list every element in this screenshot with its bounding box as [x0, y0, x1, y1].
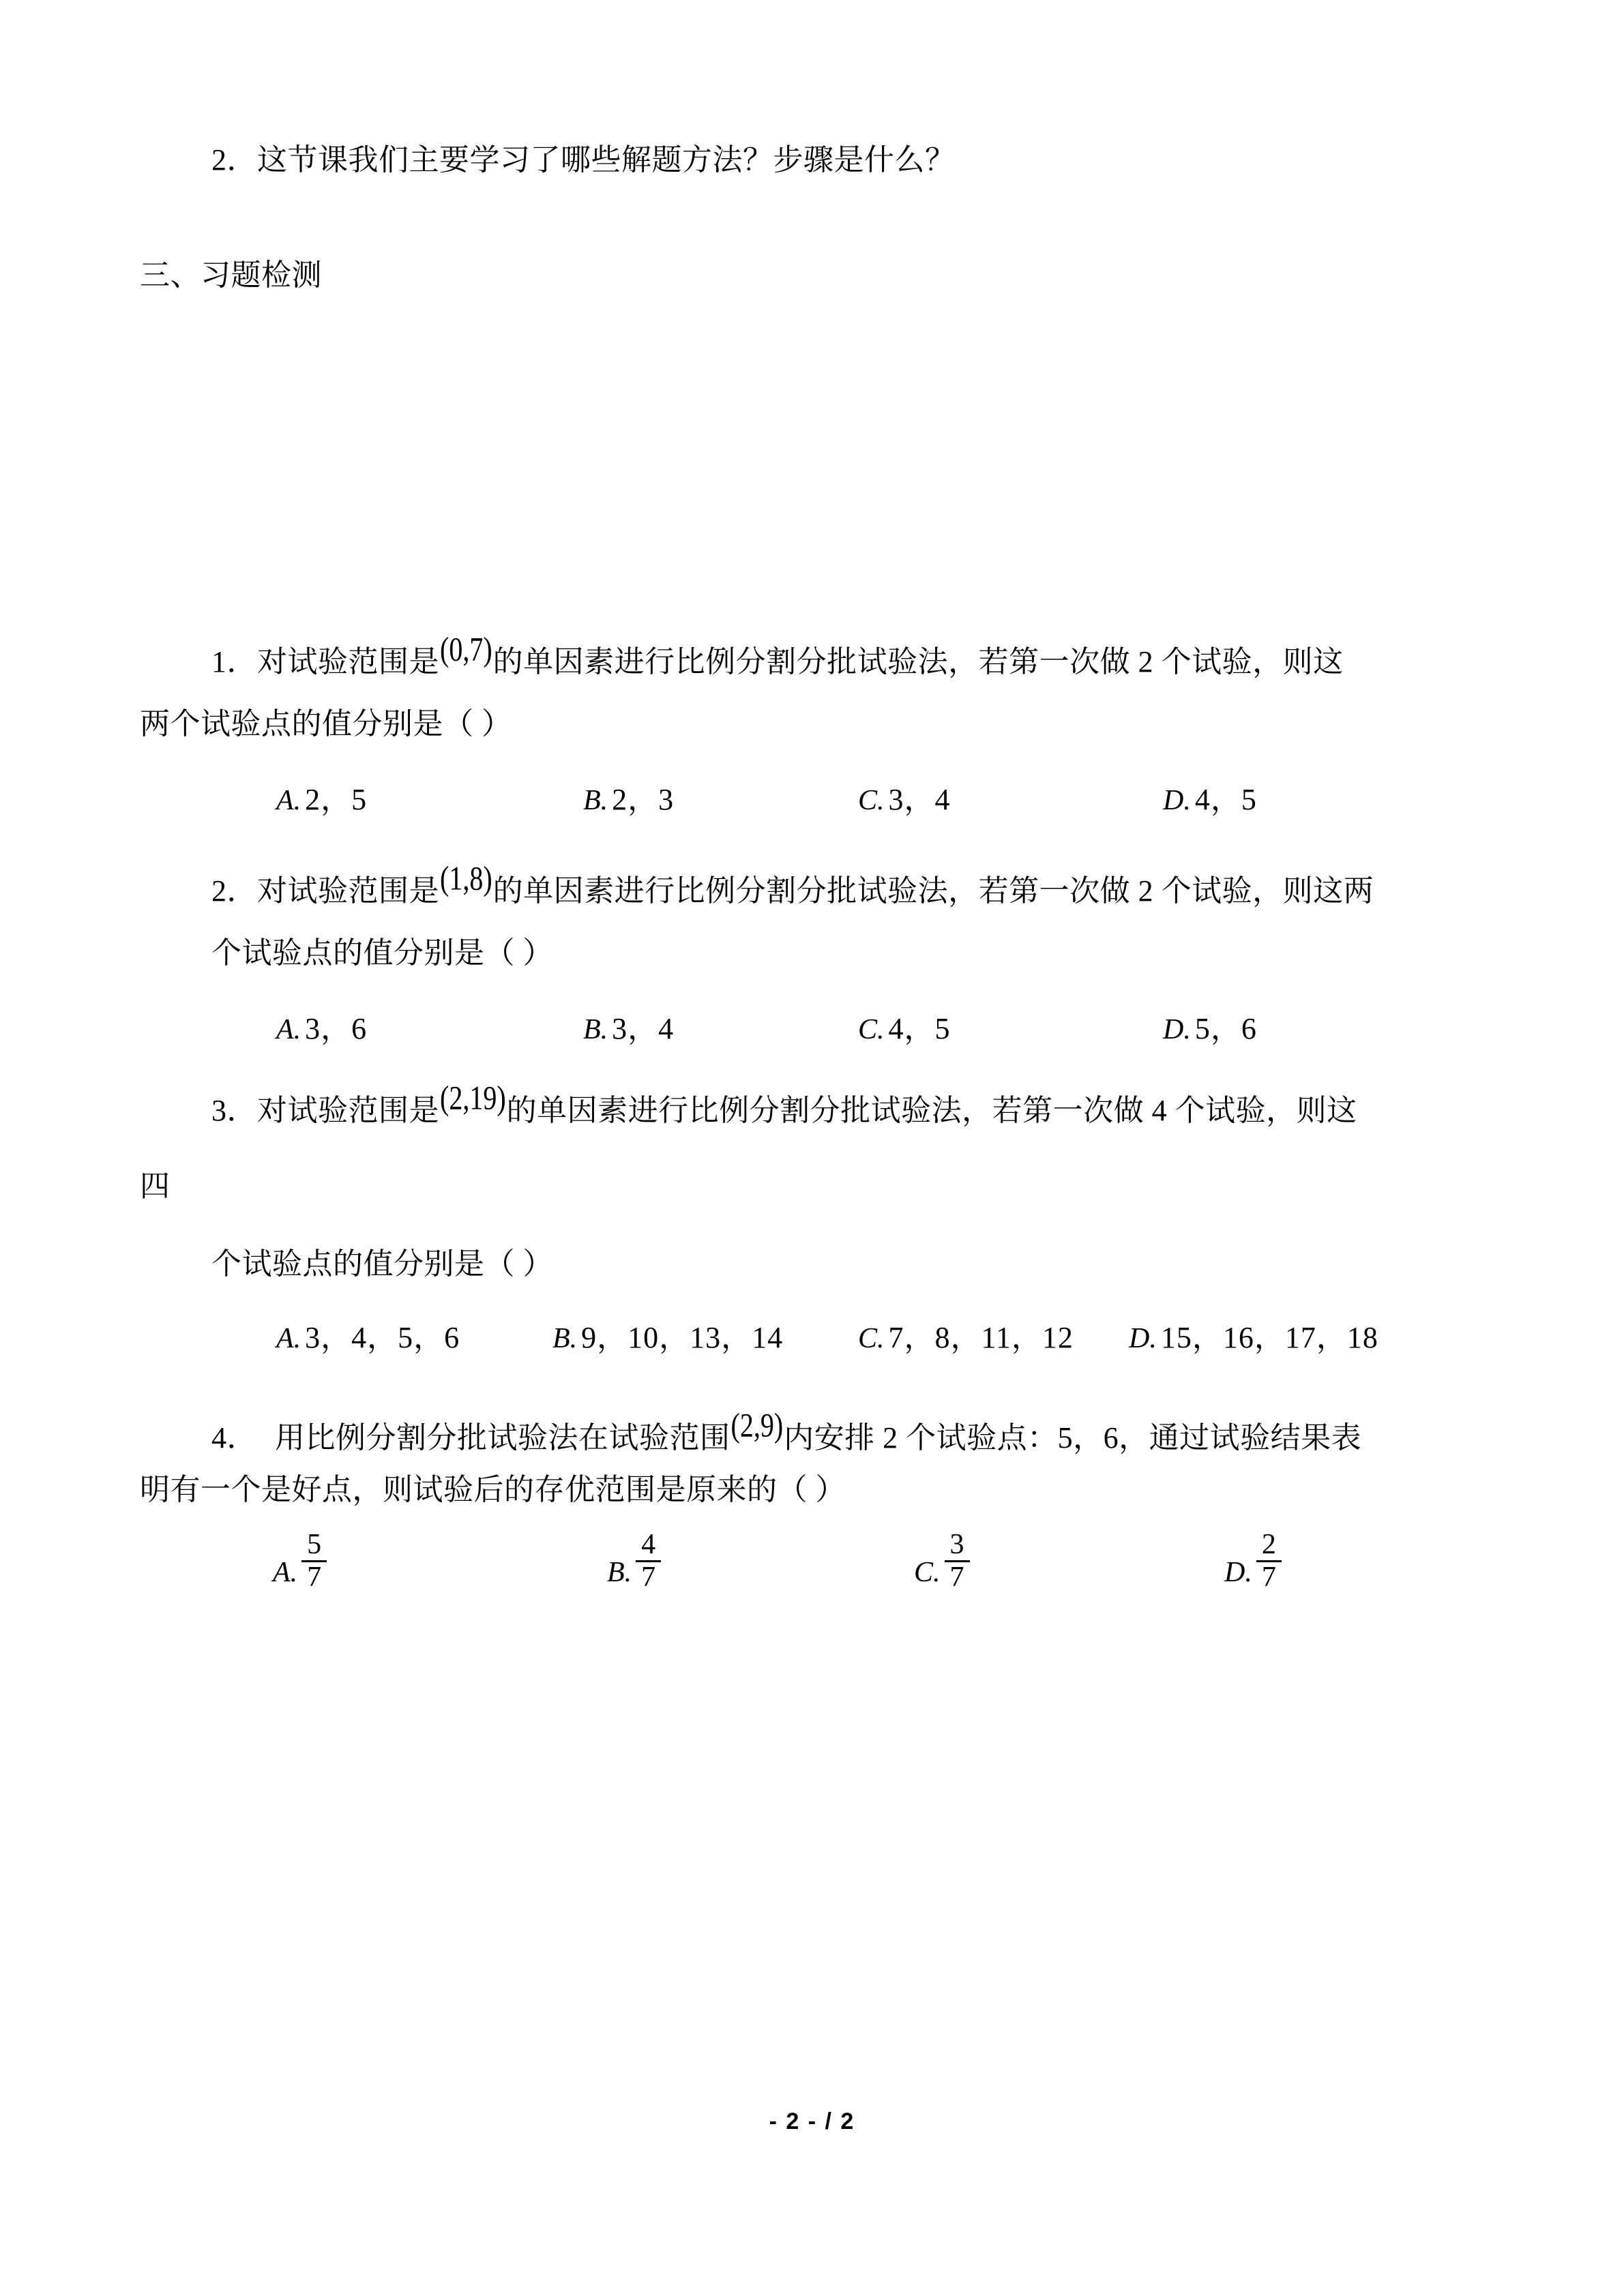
- question-2-option-c[interactable]: [858, 1004, 951, 1047]
- question-1-option-a[interactable]: [276, 775, 367, 818]
- question-3-option-b[interactable]: [552, 1313, 783, 1356]
- option-label: D.: [1163, 785, 1191, 816]
- fraction-numerator: 3: [949, 1529, 964, 1560]
- option-value: 9，10，13，14: [581, 1321, 784, 1354]
- question-4-range-math: (2,9): [730, 1405, 784, 1444]
- option-value: 5，6: [1194, 1012, 1257, 1045]
- fraction: [1256, 1530, 1282, 1592]
- question-4-text-before: 用比例分割分批试验法在试验范围: [275, 1421, 730, 1455]
- question-3-text-after: 的单因素进行比例分割分批试验法，若第一次做 4 个试验，则这: [506, 1094, 1357, 1127]
- option-value: 4，5: [1194, 783, 1257, 816]
- question-4-text-after: 内安排 2 个试验点：5，6，通过试验结果表: [784, 1421, 1362, 1455]
- option-label: D.: [1224, 1556, 1252, 1588]
- option-label: C.: [858, 1014, 885, 1045]
- option-label: B.: [607, 1556, 632, 1588]
- option-label: A.: [276, 785, 301, 816]
- question-3-range-math: (2,19): [440, 1078, 506, 1117]
- question-1-text-after: 的单因素进行比例分割分批试验法，若第一次做 2 个试验，则这: [492, 645, 1344, 679]
- option-label: B.: [552, 1323, 578, 1354]
- question-1-option-d[interactable]: [1163, 775, 1257, 818]
- option-value: 3，6: [305, 1012, 368, 1045]
- fraction-denominator: 7: [949, 1561, 964, 1593]
- question-4-option-a[interactable]: [273, 1526, 327, 1593]
- question-1-line-1: [211, 629, 1344, 679]
- option-value: 3，4: [888, 783, 951, 816]
- fraction: [301, 1530, 327, 1592]
- question-4-number: 4．: [211, 1421, 257, 1455]
- question-4-line-1: [211, 1405, 1362, 1455]
- option-label: B.: [583, 1014, 608, 1045]
- option-value: 3，4: [612, 1012, 675, 1045]
- question-4-option-b[interactable]: [607, 1526, 661, 1593]
- question-1-line-2: 两个试验点的值分别是（ ）: [140, 707, 512, 741]
- question-3-line-1: [211, 1078, 1357, 1127]
- fraction: [636, 1530, 661, 1592]
- option-label: D.: [1129, 1323, 1157, 1354]
- page-footer: - 2 - / 2: [769, 2108, 855, 2134]
- option-value: 7，8，11，12: [888, 1321, 1074, 1354]
- question-2-option-a[interactable]: [276, 1004, 367, 1047]
- question-1-option-c[interactable]: [858, 775, 951, 818]
- option-label: A.: [273, 1556, 298, 1588]
- carryover-question: 2．这节课我们主要学习了哪些解题方法？步骤是什么？: [211, 143, 956, 177]
- question-4-option-d[interactable]: [1224, 1526, 1282, 1593]
- option-label: C.: [858, 1323, 885, 1354]
- question-1-range-math: (0,7): [440, 629, 492, 668]
- fraction-denominator: 7: [1261, 1561, 1276, 1593]
- question-2-line-2: 个试验点的值分别是（ ）: [211, 936, 553, 970]
- option-value: 15，16，17，18: [1160, 1321, 1378, 1354]
- question-2-text-after: 的单因素进行比例分割分批试验法，若第一次做 2 个试验，则这两: [492, 874, 1374, 908]
- question-4-line-2: 明有一个是好点，则试验后的存优范围是原来的（ ）: [140, 1473, 846, 1506]
- fraction-denominator: 7: [641, 1561, 656, 1593]
- option-label: C.: [858, 785, 885, 816]
- question-1-number: 1．: [211, 645, 257, 679]
- fraction-numerator: 2: [1261, 1529, 1276, 1560]
- option-label: C.: [914, 1556, 941, 1588]
- question-1-text-before: 对试验范围是: [257, 645, 439, 679]
- fraction-denominator: 7: [307, 1561, 322, 1593]
- option-label: A.: [276, 1014, 301, 1045]
- fraction-numerator: 4: [641, 1529, 656, 1560]
- option-value: 2，5: [305, 783, 368, 816]
- question-3-number: 3．: [211, 1094, 257, 1127]
- option-label: A.: [276, 1323, 301, 1354]
- section-heading: 三、习题检测: [140, 258, 322, 292]
- question-2-option-b[interactable]: [583, 1004, 674, 1047]
- question-3-option-c[interactable]: [858, 1313, 1074, 1356]
- question-3-option-d[interactable]: [1129, 1313, 1378, 1356]
- question-4-option-c[interactable]: [914, 1526, 970, 1593]
- fraction-numerator: 5: [307, 1529, 322, 1560]
- question-2-range-math: (1,8): [440, 859, 492, 897]
- question-2-text-before: 对试验范围是: [257, 874, 439, 908]
- question-2-option-d[interactable]: [1163, 1004, 1257, 1047]
- question-3-text-before: 对试验范围是: [257, 1094, 439, 1127]
- question-1-option-b[interactable]: [583, 775, 674, 818]
- question-2-line-1: [211, 859, 1374, 908]
- option-value: 3，4，5，6: [305, 1321, 460, 1354]
- question-2-number: 2．: [211, 874, 257, 908]
- option-label: D.: [1163, 1014, 1191, 1045]
- question-3-line-2: 个试验点的值分别是（ ）: [211, 1247, 553, 1281]
- question-3-wrapped-character: 四: [140, 1169, 171, 1203]
- fraction: [945, 1530, 970, 1592]
- option-label: B.: [583, 785, 608, 816]
- option-value: 4，5: [888, 1012, 951, 1045]
- question-3-option-a[interactable]: [276, 1313, 460, 1356]
- option-value: 2，3: [612, 783, 675, 816]
